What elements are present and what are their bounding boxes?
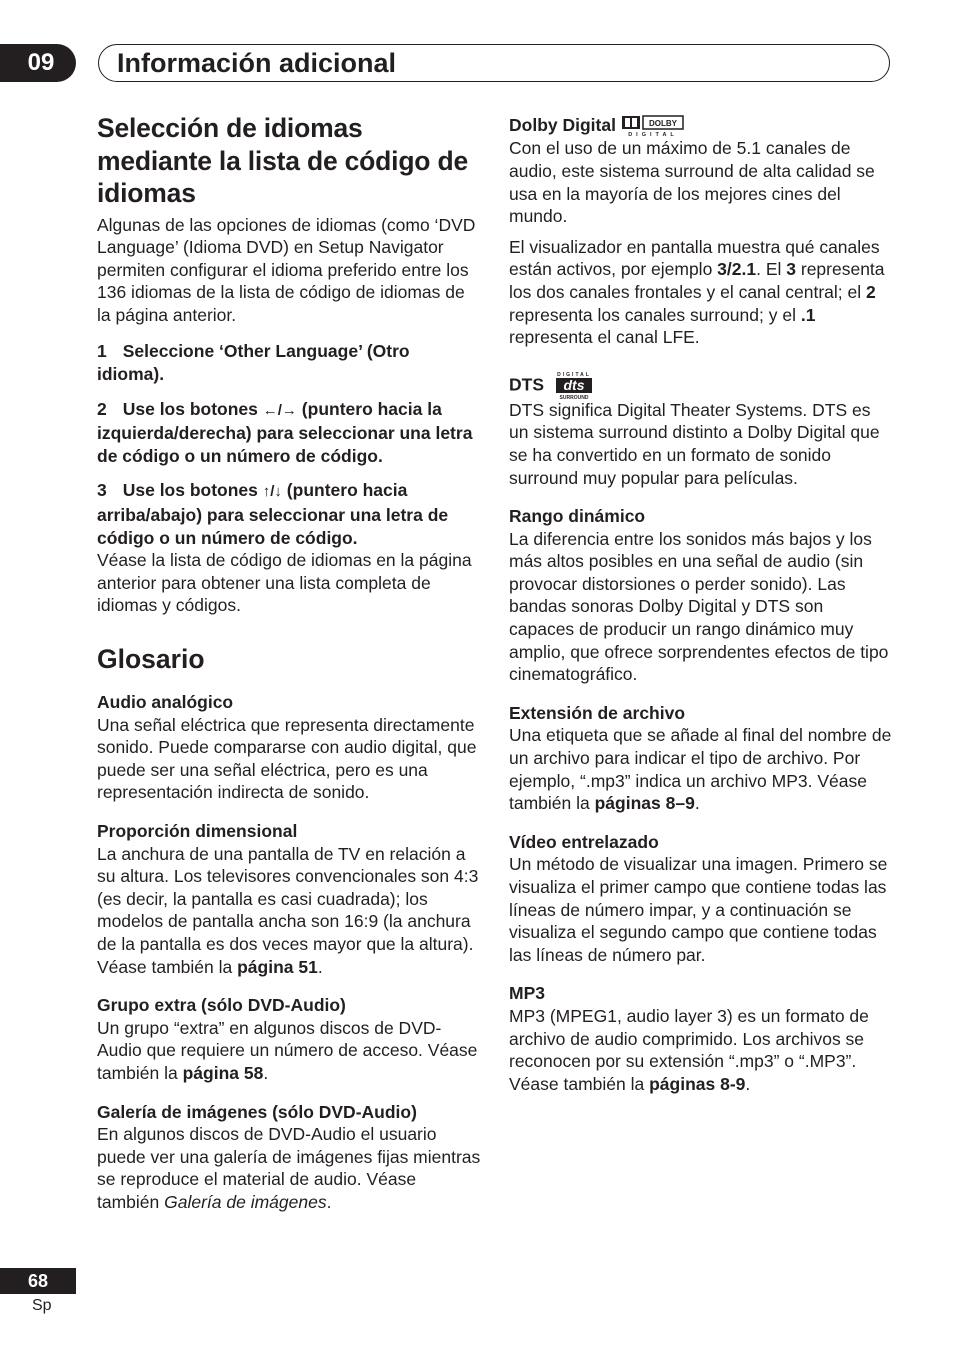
def-bonus-group: Un grupo “extra” en algunos discos de DVD-Audio que requiere un número de acceso. Véase también la página 58.: [97, 1017, 478, 1083]
dts-logo-icon: [554, 371, 598, 401]
def-interlaced-video: Un método de visualizar una imagen. Primero se visualiza el primer campo que contiene todas las líneas de número impar, y a continuación se visualiza el segundo campo que contiene todas las líneas de número par.: [509, 854, 888, 965]
def-mp3: MP3 (MPEG1, audio layer 3) es un formato de archivo de audio comprimido. Los archivos se reconocen por su extensión “.mp3” o “.MP3”. Véase también la páginas 8-9.: [509, 1005, 869, 1094]
term-aspect-ratio: Proporción dimensional: [97, 820, 298, 841]
page-language: Sp: [32, 1297, 52, 1314]
term-dynamic-range: Rango dinámico: [509, 506, 646, 527]
term-file-extension: Extensión de archivo: [509, 702, 686, 723]
term-dolby-digital: Dolby Digital DOLBY DIGITAL: [509, 114, 893, 137]
def-browsable-gallery: En algunos discos de DVD-Audio el usuario puede ver una galería de imágenes fijas mientras se reproduce el material de audio. Véase también Galería de imágenes.: [97, 1124, 481, 1212]
left-column: [97, 112, 481, 1213]
def-audio-analog: Una señal eléctrica que representa directamente sonido. Puede compararse con audio digital, que puede ser una señal eléctrica, pero es una representación indirecta de sonido.: [97, 714, 477, 803]
chapter-title: Información adicional: [117, 48, 397, 78]
def-dolby-digital-1: Con el uso de un máximo de 5.1 canales de audio, este sistema surround de alta calidad se usa en la mayoría de los mejores cines del mundo.: [509, 138, 875, 227]
right-column: [509, 112, 893, 1095]
chapter-number: 09: [0, 44, 76, 82]
chapter-header: [98, 44, 890, 82]
term-browsable-gallery: Galería de imágenes (sólo DVD-Audio): [97, 1101, 417, 1122]
def-file-extension: Una etiqueta que se añade al final del nombre de un archivo para indicar el tipo de archivo. Por ejemplo, “.mp3” indica un archivo MP3. Véase también la páginas 8–9.: [509, 725, 892, 814]
term-dts: DTS DIGITAL dts SURROUND: [509, 371, 893, 401]
svg-text:SURROUND: SURROUND: [559, 394, 589, 401]
def-aspect-ratio: La anchura de una pantalla de TV en relación a su altura. Los televisores convencionales son 4:3 (es decir, la pantalla es casi cuadrada); los modelos de pantalla ancha son 16:9 (la anchura de la pantalla es dos veces mayor que la altura). Véase también la página 51.: [97, 843, 479, 977]
term-interlaced-video: Vídeo entrelazado: [509, 831, 659, 852]
term-mp3: MP3: [509, 983, 545, 1004]
def-dts: DTS significa Digital Theater Systems. DTS es un sistema surround distinto a Dolby Digital que se ha convertido en un formato de sonido surround muy popular para películas.: [509, 399, 880, 488]
svg-text:DIGITAL: DIGITAL: [557, 371, 591, 378]
step-1: 1 Seleccione ‘Other Language’ (Otro idioma).: [97, 341, 410, 385]
term-bonus-group: Grupo extra (sólo DVD-Audio): [97, 995, 346, 1016]
dolby-digital-logo-icon: [622, 115, 684, 137]
term-audio-analog: Audio analógico: [97, 692, 234, 712]
section-title-language: Selección de idiomas mediante la lista de código de idiomas: [97, 113, 468, 208]
language-intro: Algunas de las opciones de idiomas (como ‘DVD Language’ (Idioma DVD) en Setup Navigator permiten configurar el idioma preferido entre los 136 idiomas de la lista de código de idiomas de la página anterior.: [97, 214, 476, 325]
svg-text:dts: dts: [563, 376, 585, 393]
def-dolby-digital-2: El visualizador en pantalla muestra qué canales están activos, por ejemplo 3/2.1. El 3 representa los dos canales frontales y el canal central; el 2 representa los canales surround; y el .1 representa el canal LFE.: [509, 236, 885, 348]
def-dynamic-range: La diferencia entre los sonidos más bajos y los más altos posibles en una señal de audio (sin provocar distorsiones o perder sonido). Las bandas sonoras Dolby Digital y DTS son capaces de producir un rango dinámico muy amplio, que ofrece sorprendentes efectos de tipo cinematográfico.: [509, 528, 889, 685]
step-3: 3 Use los botones ↑/↓ (puntero hacia arriba/abajo) para seleccionar una letra de código o un número de código.: [97, 480, 449, 548]
step-3-note: Véase la lista de código de idiomas en la página anterior para obtener una lista completa de idiomas y códigos.: [97, 550, 472, 616]
page-number: 68: [0, 1268, 76, 1294]
glossary-title: Glosario: [97, 644, 205, 674]
svg-text:DIGITAL: DIGITAL: [628, 132, 678, 138]
svg-text:DOLBY: DOLBY: [648, 119, 677, 129]
step-2: 2 Use los botones ←/→ (puntero hacia la izquierda/derecha) para seleccionar una letra de código o un número de código.: [97, 398, 473, 466]
left-right-arrows-icon: ←/→: [262, 401, 297, 419]
up-down-arrows-icon: ↑/↓: [262, 483, 282, 501]
